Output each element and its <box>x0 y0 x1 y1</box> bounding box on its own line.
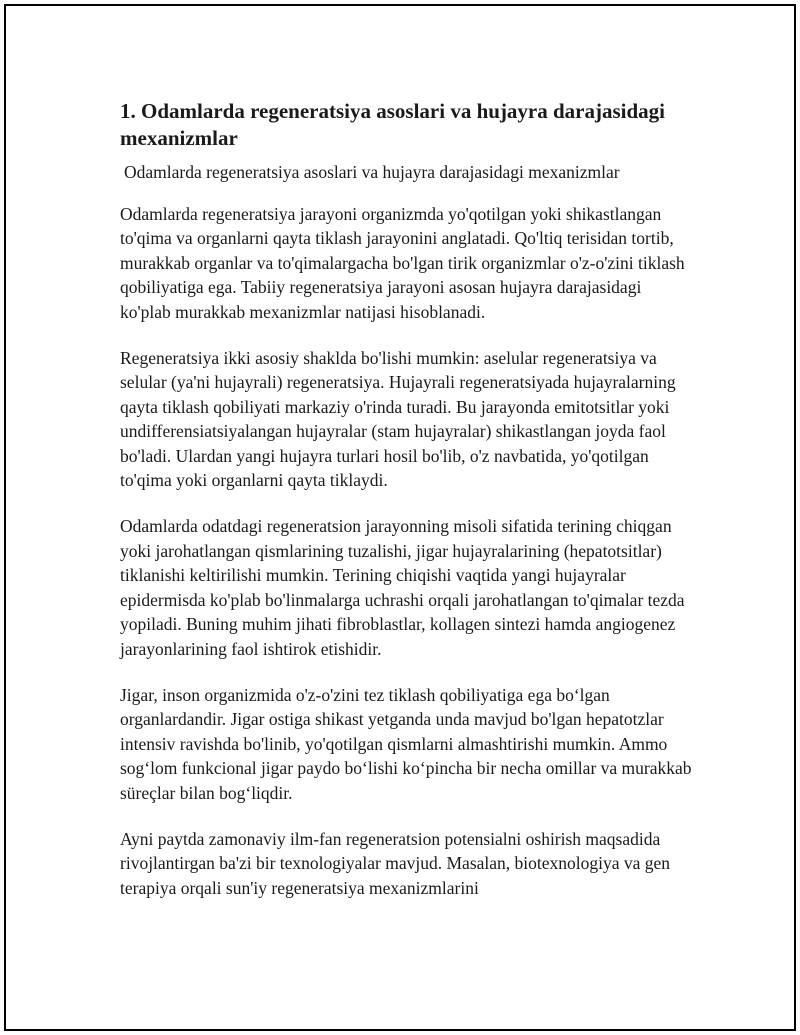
paragraph-3: Odamlarda odatdagi regeneratsion jarayonning misoli sifatida terining chiqgan yoki jarohatlangan qismlarining tuzalishi, jigar hujayralarining (hepatotsitlar) tiklanishi keltirilishi mumkin. Terining chiqishi vaqtida yangi hujayralar epidermisda ko'plab bo'linmalarga uchrashi orqali jarohatlangan to'qimalar tezda yopiladi. Buning muhim jihati fibroblastlar, kollagen sintezi hamda angiogenez jarayonlarining faol ishtirok etishidir. <box>120 516 685 659</box>
document-heading: 1. Odamlarda regeneratsiya asoslari va hujayra darajasidagi mexanizmlar <box>120 99 666 150</box>
paragraph-2: Regeneratsiya ikki asosiy shaklda bo'lishi mumkin: aselular regeneratsiya va selular (ya'ni hujayrali) regeneratsiya. Hujayrali regeneratsiyada hujayralarning qayta tiklash qobiliyati markaziy o'rinda turadi. Bu jarayonda emitotsitlar yoki undifferensiatsiyalangan hujayralar (stam hujayralar) shikastlangan joyda faol bo'ladi. Ulardan yangi hujayra turlari hosil bo'lib, o'z navbatida, yo'qotilgan to'qima yoki organlarni qayta tiklaydi. <box>120 348 676 491</box>
paragraph-5: Ayni paytda zamonaviy ilm-fan regeneratsion potensialni oshirish maqsadida rivojlantirgan ba'zi bir texnologiyalar mavjud. Masalan, biotexnologiya va gen terapiya orqali sun'iy regeneratsiya mexanizmlarini <box>120 828 671 898</box>
paragraph-1: Odamlarda regeneratsiya jarayoni organizmda yo'qotilgan yoki shikastlangan to'qima va organlarni qayta tiklash jarayonini anglatadi. Qo'ltiq terisidan tortib, murakkab organlar va to'qimalargacha bo'lgan tirik organizmlar o'z-o'zini tiklash qobiliyatiga ega. Tabiiy regeneratsiya jarayoni asosan hujayra darajasidagi ko'plab murakkab mexanizmlar natijasi hisoblanadi. <box>120 204 685 322</box>
paragraph-4: Jigar, inson organizmida o'z-o'zini tez tiklash qobiliyatiga ega bo‘lgan organlardandir. Jigar ostiga shikast yetganda unda mavjud bo'lgan hepatotzlar intensiv ravishda bo'linib, yo'qotilgan qismlarni almashtirishi mumkin. Ammo sog‘lom funkcional jigar paydo bo‘lishi ko‘pincha bir necha omillar va murakkab süreçlar bilan bog‘liqdir. <box>120 684 692 803</box>
page-frame <box>4 4 796 1031</box>
document-subtitle: Odamlarda regeneratsiya asoslari va hujayra darajasidagi mexanizmlar <box>124 162 620 182</box>
document-body <box>120 98 695 922</box>
